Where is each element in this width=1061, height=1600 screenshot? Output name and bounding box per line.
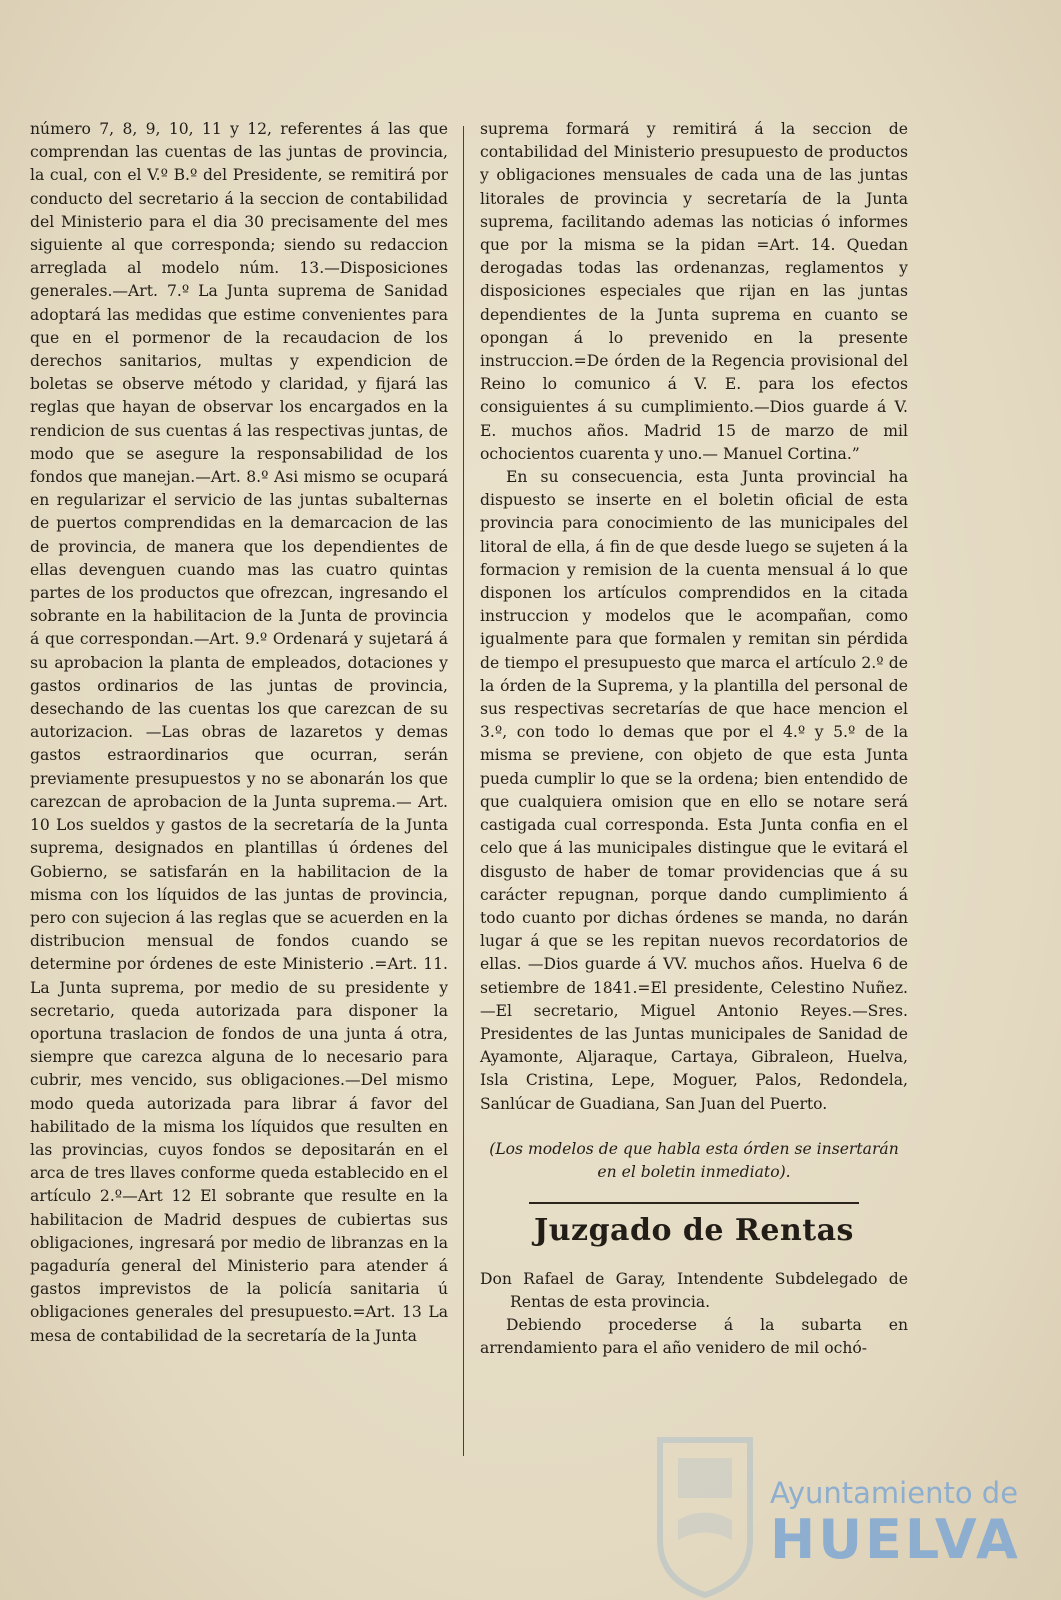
decree-continuation: suprema formará y remitirá á la seccion de contabilidad del Ministerio presupuesto de productos y obligaciones mensuales de cada una de las juntas litorales de provincia y secretaría de la Junta suprema, facilitando ademas las noticias ó informes que por la misma se la pidan =Art. 14. Quedan derogadas todas las ordenanzas, reglamentos y disposiciones especiales que rijan en las juntas dependientes de la Junta suprema en cuanto se opongan á lo prevenido en la presente instruccion.=De órden de la Regencia provisional del Reino lo comunico á V. E. para los efectos consiguientes á su cumplimiento.—Dios guarde á V. E. muchos años. Madrid 15 de marzo de mil ochocientos cuarenta y uno.— Manuel Cortina.” <box>480 120 908 463</box>
auction-notice: Debiendo procederse á la subarta en arrendamiento para el año venidero de mil ochó- <box>480 1316 908 1358</box>
column-divider <box>463 126 464 1456</box>
section-rule <box>529 1202 859 1204</box>
section-title: Juzgado de Rentas <box>534 1212 854 1248</box>
right-column <box>480 118 908 1361</box>
junta-provincial-notice: En su consecuencia, esta Junta provincial ha dispuesto se inserte en el boletin oficial de esta provincia para conocimiento de las municipales del litoral de ella, á fin de que desde luego se sujeten á la formacion y remision de la cuenta mensual á lo que disponen los artículos comprendidos en la citada instruccion y modelos que le acompañan, como igualmente para que formalen y remitan sin pérdida de tiempo el presupuesto que marca el artículo 2.º de la órden de la Suprema, y la plantilla del personal de sus respectivas secretarías de que hace mencion el 3.º, con todo lo demas que por el 4.º y 5.º de la misma se previene, con objeto de que esta Junta pueda cumplir lo que se la ordena; bien entendido de que cualquiera omision que en ello se notare será castigada cual corresponda. Esta Junta confia en el celo que á las municipales distingue que le evitará el disgusto de haber de tomar providencias que á su carácter repugnan, porque dando cumplimiento á todo cuanto por dichas órdenes se manda, no darán lugar á que se les repitan nuevos recordatorios de ellas. —Dios guarde á VV. muchos años. Huelva 6 de setiembre de 1841.=El presidente, Celestino Nuñez.—El secretario, Miguel Antonio Reyes.—Sres. Presidentes de las Juntas municipales de Sanidad de Ayamonte, Aljaraque, Cartaya, Gibraleon, Huelva, Isla Cristina, Lepe, Moguer, Palos, Redondela, Sanlúcar de Guadiana, San Juan del Puerto. <box>480 468 908 1113</box>
models-note: (Los modelos de que habla esta órden se insertarán en el boletin inmediato). <box>489 1139 899 1181</box>
left-column <box>30 118 448 1348</box>
watermark-line-1: Ayuntamiento de <box>770 1476 1019 1510</box>
intendente-heading: Don Rafael de Garay, Intendente Subdelegado de Rentas de esta provincia. <box>480 1269 908 1311</box>
watermark-line-2: HUELVA <box>770 1508 1021 1571</box>
left-column-text: número 7, 8, 9, 10, 11 y 12, referentes á las que comprendan las cuentas de las juntas de provincia, la cual, con el V.º B.º del Presidente, se remitirá por conducto del secretario á la seccion de contabilidad del Ministerio para el dia 30 precisamente del mes siguiente al que corresponda; siendo su redaccion arreglada al modelo núm. 13.—Disposiciones generales.—Art. 7.º La Junta suprema de Sanidad adoptará las medidas que estime convenientes para que en el pormenor de la recaudacion de los derechos sanitarios, multas y expendicion de boletas se observe método y claridad, y fijará las reglas que hayan de observar los encargados en la rendicion de sus cuentas á las respectivas juntas, de modo que se asegure la responsabilidad de los fondos que manejan.—Art. 8.º Asi mismo se ocupará en regularizar el servicio de las juntas subalternas de puertos comprendidas en la demarcacion de las de provincia, de manera que los dependientes de ellas devenguen cuando mas las cuatro quintas partes de los productos que ofrezcan, ingresando el sobrante en la habilitacion de la Junta de provincia á que correspondan.—Art. 9.º Ordenará y sujetará á su aprobacion la planta de empleados, dotaciones y gastos ordinarios de las juntas de provincia, desechando de las cuentas los que carezcan de su autorizacion. —Las obras de lazaretos y demas gastos estraordinarios que ocurran, serán previamente presupuestos y no se abonarán los que carezcan de aprobacion de la Junta suprema.— Art. 10 Los sueldos y gastos de la secretaría de la Junta suprema, designados en plantillas ú órdenes del Gobierno, se satisfarán en la habilitacion de la misma con los líquidos de las juntas de provincia, pero con sujecion á las reglas que se acuerden en la distribucion mensual de fondos cuando se determine por órdenes de este Ministerio .=Art. 11. La Junta suprema, por medio de su presidente y secretario, queda autorizada para disponer la oportuna traslacion de fondos de una junta á otra, siempre que carezca alguna de lo necesario para cubrir, mes vencido, sus obligaciones.—Del mismo modo queda autorizada para librar á favor del habilitado de la misma los líquidos que resulten en las provincias, cuyos fondos se depositarán en el arca de tres llaves conforme queda establecido en el artículo 2.º—Art 12 El sobrante que resulte en la habilitacion de Madrid despues de cubiertas sus obligaciones, ingresará por medio de libranzas en la pagaduría general del Ministerio para atender á gastos imprevistos de la policía sanitaria ú obligaciones generales del presupuesto.=Art. 13 La mesa de contabilidad de la secretaría de la Junta <box>30 120 448 1345</box>
